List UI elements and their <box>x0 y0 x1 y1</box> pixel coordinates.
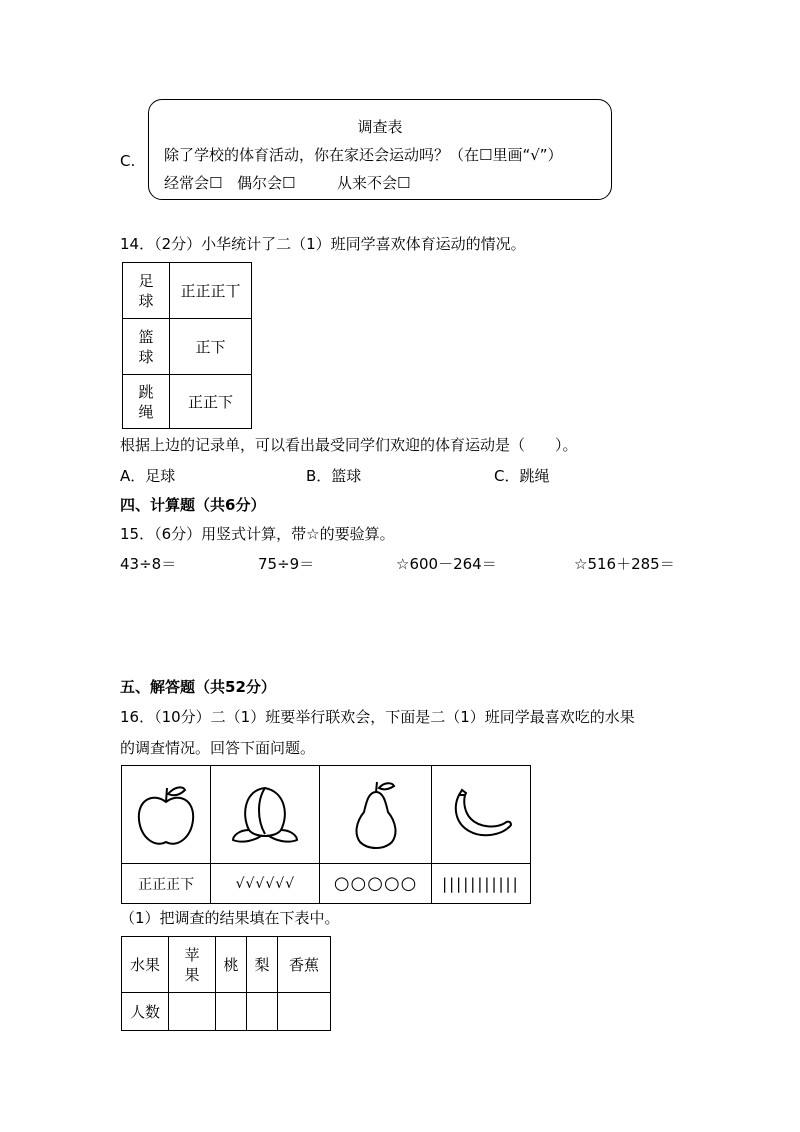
fruit-tally-row <box>122 864 531 904</box>
q14-stem: 14．（2分）小华统计了二（1）班同学喜欢体育运动的情况。 <box>120 235 526 253</box>
answer-header-peach: 桃 <box>216 937 247 993</box>
fruit-cell <box>122 766 211 864</box>
answer-cell-apple[interactable] <box>169 993 216 1031</box>
answer-count-row <box>122 993 331 1031</box>
peach-icon <box>227 780 303 850</box>
answer-header-row <box>122 937 331 993</box>
fruit-tally: 正正正下 <box>122 864 211 904</box>
sports-row <box>123 319 252 375</box>
sport-name: 足 球 <box>123 263 170 319</box>
sport-name: 篮 球 <box>123 319 170 375</box>
fruit-cell <box>320 766 431 864</box>
sport-tally: 正下 <box>170 319 252 375</box>
q16-stem-line2: 的调查情况。回答下面问题。 <box>120 739 316 757</box>
answer-header-apple: 苹 果 <box>169 937 216 993</box>
calc-expression-4: ☆516＋285＝ <box>574 555 675 573</box>
option-c-label: C. <box>120 152 136 170</box>
sport-tally: 正正正丅 <box>170 263 252 319</box>
answer-header-pear: 梨 <box>247 937 278 993</box>
answer-cell-peach[interactable] <box>216 993 247 1031</box>
banana-icon <box>445 787 517 843</box>
q14-choice-a: A．足球 <box>120 467 176 485</box>
survey-box <box>148 99 612 200</box>
fruit-survey-table <box>121 765 531 904</box>
calc-expression-2: 75÷9＝ <box>258 555 315 573</box>
fruit-icon-row <box>122 766 531 864</box>
fruit-cell <box>431 766 530 864</box>
fruit-answer-table <box>121 936 331 1031</box>
survey-option-never: 从来不会☐ <box>337 174 411 192</box>
survey-option-sometimes: 偶尔会☐ <box>237 174 296 192</box>
answer-cell-banana[interactable] <box>278 993 331 1031</box>
q14-question: 根据上边的记录单，可以看出最受同学们欢迎的体育运动是（ ）。 <box>120 436 578 454</box>
calc-expression-1: 43÷8＝ <box>120 555 177 573</box>
sport-tally: 正正下 <box>170 375 252 429</box>
fruit-tally: √√√√√√ <box>211 864 320 904</box>
q14-choice-b: B．篮球 <box>306 467 362 485</box>
fruit-cell <box>211 766 320 864</box>
q14-choice-c: C．跳绳 <box>494 467 550 485</box>
answer-cell-pear[interactable] <box>247 993 278 1031</box>
sports-row <box>123 375 252 429</box>
calc-expression-3: ☆600－264＝ <box>396 555 497 573</box>
sports-row <box>123 263 252 319</box>
answer-header-banana: 香蕉 <box>278 937 331 993</box>
survey-title: 调查表 <box>357 118 403 136</box>
answer-row-label: 人数 <box>122 993 169 1031</box>
answer-header-label: 水果 <box>122 937 169 993</box>
section4-title: 四、计算题（共6分） <box>120 496 266 514</box>
survey-option-often: 经常会☐ <box>164 174 223 192</box>
q16-sub1: （1）把调查的结果填在下表中。 <box>120 909 340 927</box>
fruit-tally: ||||||||||| <box>431 864 530 904</box>
q15-stem: 15．（6分）用竖式计算，带☆的要验算。 <box>120 525 395 543</box>
section5-title: 五、解答题（共52分） <box>120 678 276 696</box>
sport-name: 跳 绳 <box>123 375 170 429</box>
pear-icon <box>346 778 406 852</box>
fruit-tally: ○○○○○ <box>320 864 431 904</box>
q16-stem-line1: 16．（10分）二（1）班要举行联欢会，下面是二（1）班同学最喜欢吃的水果 <box>120 708 635 726</box>
survey-question: 除了学校的体育活动，你在家还会运动吗？（在☐里画“√”） <box>164 146 563 164</box>
sports-tally-table <box>122 262 252 429</box>
apple-icon <box>131 780 201 850</box>
